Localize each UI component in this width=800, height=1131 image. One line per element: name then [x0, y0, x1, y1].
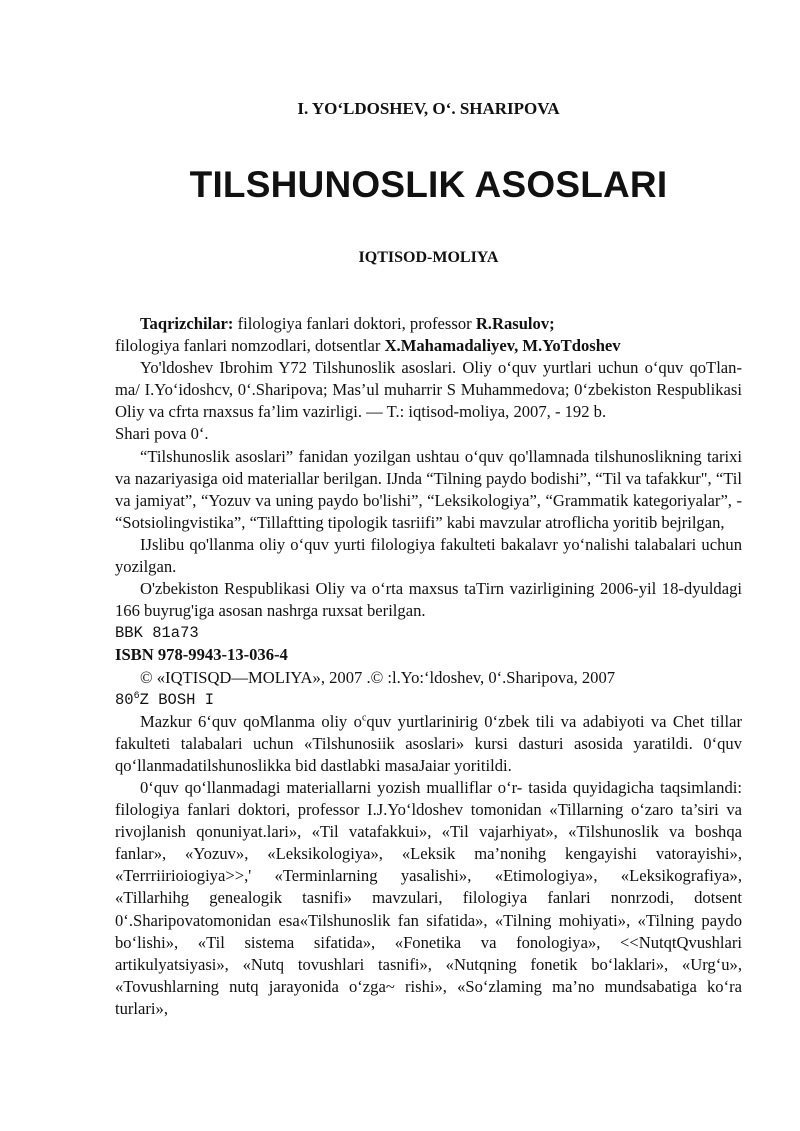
annotation-paragraph-1: “Tilshunoslik asoslari” fanidan yozilgan ushtau o‘quv qo'llamnada tilshunoslikning tarixi va nazariyasiga oid materiallar berilgan. IJnda “Tilning paydo bodishi”, “Til va tafakkur", “Til va jamiyat”, “Yozuv va uning paydo bo'lishi”, “Leksikologiya”, “Grammatik kategoriyalar”, - “Sotsiolingvistika”, “Tillaftting tipologik tasriifi” kabi mavzular atroflicha yoritib bejrilgan,: [115, 446, 742, 532]
reviewers-line-1: [115, 313, 742, 335]
code-prefix: 80: [115, 690, 134, 709]
document-body: [115, 313, 742, 1020]
reviewer-name-1: R.Rasulov;: [475, 314, 555, 333]
copyright-line: © «IQTISQD—MOLIYA», 2007 .© :l.Yo:‘ldoshev, 0‘.Sharipova, 2007: [140, 667, 616, 687]
annotation-paragraph-2: IJslibu qo'llanma oliy o‘quv yurti filologiya fakulteti bakalavr yo‘nalishi talabalari uchun yozilgan.: [115, 534, 742, 577]
publisher-line: IQTISOD-MOLIYA: [358, 249, 499, 266]
code-suffix: Z BOSH I: [139, 690, 215, 709]
reviewers-text-1: filologiya fanlari doktori, professor: [233, 314, 476, 333]
catalog-short: Shari pova 0‘.: [115, 424, 209, 444]
code-sup: 6: [133, 690, 140, 702]
preface-p1-start: Mazkur 6‘quv qoMlanma oliy o: [140, 711, 362, 731]
annotation-paragraph-3: O'zbekiston Respublikasi Oliy va o‘rta maxsus taTirn vazirligining 2006-yil 18-dyuldagi 166 buyrug'iga asosan nashrga ruxsat berilgan.: [115, 579, 742, 621]
reviewer-names-2: X.Mahamadaliyev, M.YoTdoshev: [384, 336, 621, 356]
preface-paragraph-2: 0‘quv qo‘llanmadagi materiallarni yozish mualliflar o‘r- tasida quyidagicha taqsimlandi: filologiya fanlari doktori, professor I.J.Yo‘ldoshev tomonidan «Tillarning o‘zaro ta’siri va rivojlanish qonuniyat.lari», «Til vatafakkui», «Til vajarhiyat», «Tilshunoslik va boshqa fanlar», «Yozuv», «Leksikologiya», «Leksik ma’nonihg kengayishi vatorayishi», «Terrriirioiogiya>>,' «Terminlarning yasalishi», «Etimologiya», «Leksikografiya», «Tillarhihg genealogik tasnifi» mavzulari, filologiya fanlari nonrzodi, dotsent 0‘.Sharipovatomonidan esa«Tilshunoslik fan sifatida», «Tilning mohiyati», «Tilning paydo bo‘lishi», «Til sistema sifatida», «Fonetika va fonologiya», <<NutqtQvushlari artikulyatsiyasi», «Nutq tovushlari tasnifi», «Nutqning fonetik bo‘laklari», «Urg‘u», «Tovushlarning nutq jarayonida o‘zga~ rishi», «So‘zlaming ma’no mundsabatiga ko‘ra turlari»,: [115, 777, 742, 1018]
bbk-code: BBK 81a73: [115, 624, 199, 643]
isbn-line: [115, 644, 742, 666]
classification-code: [115, 689, 742, 711]
reviewers-line-2: [115, 335, 742, 357]
preface-p1-rest: quv yurtlarinirig 0‘zbek tili va adabiyoti va Chet tillar fakulteti talabalari uchun «Tilshunosiik asoslari» kursi dasturi asosida yaratildi. 0‘quv qo‘llanmadatilshunoslikka bid dastlabki masaJaiar yoritildi.: [115, 711, 743, 775]
reviewers-label: Taqrizchilar:: [140, 314, 234, 333]
reviewers-text-2: filologiya fanlari nomzodlari, dotsentlar: [115, 336, 385, 356]
book-title: TILSHUNOSLIK ASOSLARI: [189, 164, 668, 205]
catalog-entry: Yo'ldoshev Ibrohim Y72 Tilshunoslik asoslari. Oliy o‘quv yurtlari uchun o‘quv qoTlan- ma/ I.Yo‘idoshcv, 0‘.Sharipova; Mas’ul muharrir S Muhammedova; 0‘zbekiston Respublikasi Oliy va cfrta rnaxsus fa’lim vazirligi. — T.: iqtisod-moliya, 2007, - 192 b.: [115, 358, 742, 422]
preface-paragraph-1: [115, 711, 742, 777]
isbn: ISBN 978-9943-13-036-4: [115, 645, 288, 665]
preface-p1-sup: c: [361, 712, 367, 724]
authors-line: I. YO‘LDOSHEV, O‘. SHARIPOVA: [297, 99, 560, 118]
